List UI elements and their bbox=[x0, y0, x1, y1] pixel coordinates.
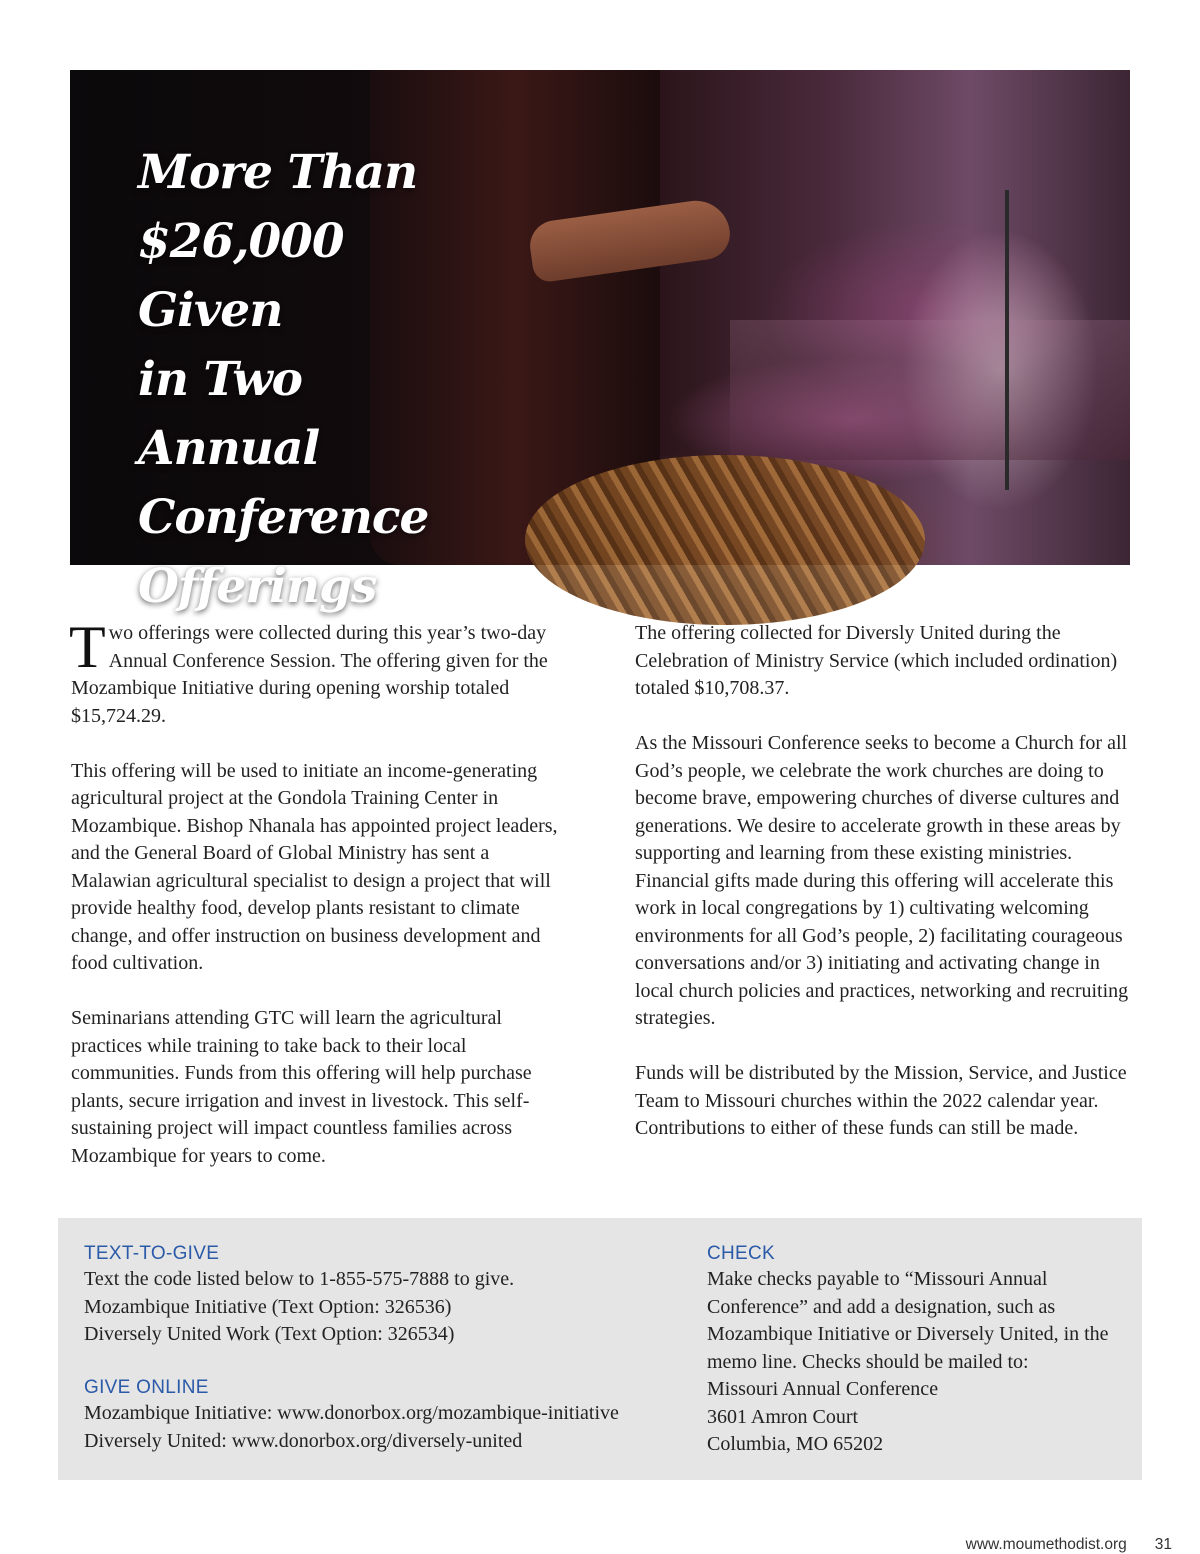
headline bbox=[138, 138, 468, 621]
headline-line: in Two Annual bbox=[138, 352, 320, 476]
offering-basket bbox=[525, 455, 925, 625]
drop-cap: T bbox=[69, 614, 106, 680]
paragraph bbox=[69, 614, 571, 730]
give-online-heading: GIVE ONLINE bbox=[84, 1377, 209, 1398]
stage-lights bbox=[730, 320, 1130, 460]
text-to-give-line: Diversely United Work (Text Option: 326534) bbox=[84, 1323, 455, 1345]
text-to-give-heading: TEXT-TO-GIVE bbox=[84, 1243, 220, 1264]
camera-tripod bbox=[1005, 190, 1009, 490]
paragraph: Funds will be distributed by the Mission, Service, and Justice Team to Missouri churches within the 2022 calendar year. Contributions to either of these funds can still be made. bbox=[635, 1062, 1127, 1139]
paragraph: The offering collected for Diversly United during the Celebration of Ministry Service (which included ordination) totaled $10,708.37. bbox=[635, 622, 1118, 699]
headline-line: More Than bbox=[138, 145, 418, 200]
hero-photo bbox=[70, 70, 1130, 614]
headline-line: Conference bbox=[138, 490, 429, 545]
headline-line: $26,000 Given bbox=[138, 214, 344, 338]
giving-right-column bbox=[707, 1242, 1127, 1459]
mailing-address-line: 3601 Amron Court bbox=[707, 1405, 859, 1428]
give-online-link[interactable]: Mozambique Initiative: www.donorbox.org/mozambique-initiative bbox=[84, 1402, 619, 1424]
footer-url[interactable]: www.moumethodist.org bbox=[965, 1536, 1127, 1553]
giving-info-box bbox=[58, 1218, 1142, 1480]
mailing-address-line: Missouri Annual Conference bbox=[707, 1378, 939, 1400]
check-heading: CHECK bbox=[707, 1243, 776, 1264]
headline-line: Offerings bbox=[138, 559, 377, 614]
check-instructions: Make checks payable to “Missouri Annual Conference” and add a designation, such as Mozambique Initiative or Diversely United, in the memo line. Checks should be mailed to: bbox=[707, 1268, 1109, 1373]
paragraph-text: wo offerings were collected during this year’s two-day Annual Conference Session. The offering given for the Mozambique Initiative during opening worship totaled $15,724.29. bbox=[71, 622, 548, 727]
text-to-give-line: Mozambique Initiative (Text Option: 326536) bbox=[84, 1295, 452, 1318]
giving-left-column bbox=[84, 1242, 684, 1455]
page-number: 31 bbox=[1154, 1536, 1172, 1553]
article-right-column bbox=[635, 620, 1135, 1170]
paragraph: Seminarians attending GTC will learn the agricultural practices while training to take back to their local communities. Funds from this offering will help purchase plants, secure irrigation and invest in livestock. This self-sustaining project will impact countless families across Mozambique for years to come. bbox=[71, 1007, 532, 1167]
page-footer bbox=[966, 1536, 1172, 1554]
paragraph: As the Missouri Conference seeks to become a Church for all God’s people, we celebrate the work churches are doing to become brave, empowering churches of diverse cultures and generations. We desire to accelerate growth in these areas by supporting and learning from these existing ministries. Financial gifts made during this offering will accelerate this work in local congregations by 1) cultivating welcoming environments for all God’s people, 2) facilitating courageous conversations and/or 3) initiating and activating change in local church policies and practices, networking and recruiting strategies. bbox=[635, 732, 1129, 1029]
paragraph: This offering will be used to initiate an income-generating agricultural project at the Gondola Training Center in Mozambique. Bishop Nhanala has appointed project leaders, and the General Board of Global Ministry has sent a Malawian agricultural specialist to design a project that will provide healthy food, develop plants resistant to climate change, and offer instruction on business development and food cultivation. bbox=[71, 759, 558, 974]
give-online-link[interactable]: Diversely United: www.donorbox.org/diversely-united bbox=[84, 1429, 523, 1452]
article-left-column bbox=[69, 614, 571, 1198]
mailing-address-line: Columbia, MO 65202 bbox=[707, 1433, 884, 1455]
text-to-give-line: Text the code listed below to 1-855-575-7888 to give. bbox=[84, 1268, 515, 1290]
